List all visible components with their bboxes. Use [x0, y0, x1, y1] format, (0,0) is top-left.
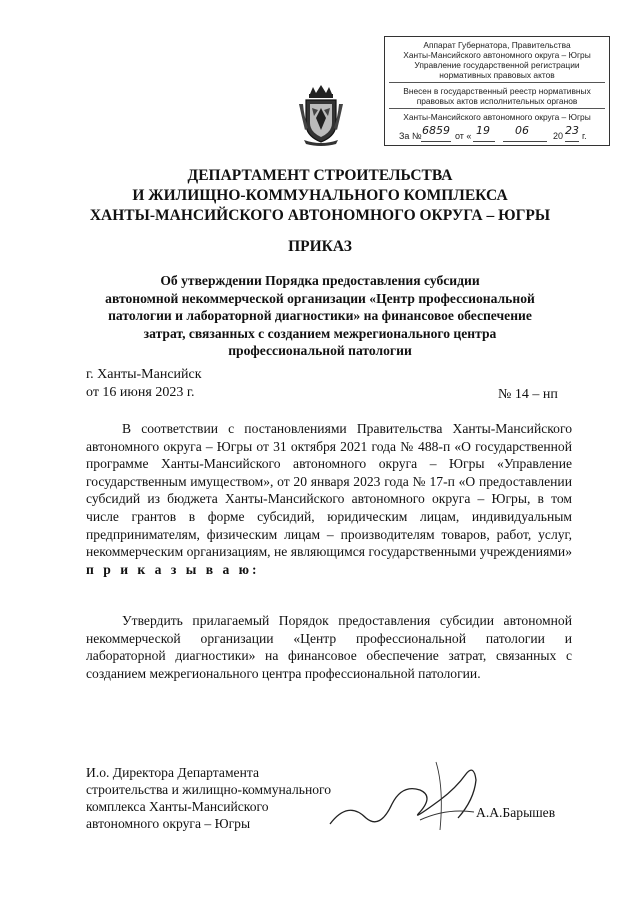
document-number: № 14 – нп — [498, 387, 558, 402]
department-heading — [0, 166, 640, 226]
stamp-year-label: г. — [582, 131, 587, 141]
stamp-month: 06 — [515, 124, 529, 137]
preamble-paragraph — [86, 420, 572, 578]
stamp-line: Внесен в государственный реестр нормативных — [403, 86, 591, 96]
document-place: г. Ханты-Мансийск — [86, 367, 202, 382]
stamp-line: Управление государственной регистрации — [414, 60, 580, 70]
subject-line: затрат, связанных с созданием межрегионального центра — [143, 325, 497, 341]
stamp-line: Ханты-Мансийского автономного округа – Югры — [403, 112, 591, 122]
coat-of-arms-icon — [296, 84, 346, 148]
preamble-text: В соответствии с постановлениями Правительства Ханты-Мансийского автономного округа – Югры от 31 октября 2021 года № 488-п «О государственной программе Ханты-Мансийского автономного округа – Югры «Управление государственным имуществом», от 20 января 2023 года № 17-п «О предоставлении субсидий из бюджета Ханты-Мансийского автономного округа – Югры, в том числе грантов в форме субсидий, юридическим лицам, индивидуальным предпринимателям, физическим лицам – производителям товаров, работ, услуг, некоммерческим организациям, не являющимся государственными учреждениями» — [86, 421, 572, 560]
decision-text: Утвердить прилагаемый Порядок предоставления субсидии автономной некоммерческой организации «Центр профессиональной патологии и лабораторной диагностики» на финансовое обеспечение затрат, связанных с созданием межрегионального центра профессиональной патологии. — [86, 613, 572, 681]
department-line: ХАНТЫ-МАНСИЙСКОГО АВТОНОМНОГО ОКРУГА – ЮГРЫ — [89, 207, 551, 224]
stamp-year-suffix: 23 — [565, 124, 579, 137]
stamp-number-label: За № — [399, 131, 422, 141]
registration-stamp — [384, 36, 610, 146]
signer-name: А.А.Барышев — [476, 805, 556, 820]
stamp-line: нормативных правовых актов — [439, 70, 555, 80]
document-date: от 16 июня 2023 г. — [86, 385, 195, 400]
handwritten-signature-icon — [270, 760, 510, 844]
stamp-day: 19 — [476, 124, 490, 137]
decision-paragraph — [86, 612, 572, 682]
order-word: п р и к а з ы в а ю: — [86, 561, 260, 577]
stamp-line: Ханты-Мансийского автономного округа – Югры — [403, 50, 591, 60]
document-type: ПРИКАЗ — [288, 238, 352, 255]
signature-title-line: строительства и жилищно-коммунального — [86, 782, 332, 797]
subject-line: автономной некоммерческой организации «Центр профессиональной — [105, 290, 535, 306]
stamp-line: правовых актов исполнительных органов — [416, 96, 578, 106]
signature-title-line: комплекса Ханты-Мансийского — [86, 799, 269, 814]
signature-title-line: И.о. Директора Департамента — [86, 765, 259, 780]
document-subject — [0, 272, 640, 360]
subject-line: патологии и лабораторной диагностики» на финансовое обеспечение — [108, 308, 532, 323]
stamp-from-label: от « — [455, 131, 472, 141]
subject-line: профессиональной патологии — [228, 343, 412, 358]
department-line: ДЕПАРТАМЕНТ СТРОИТЕЛЬСТВА — [187, 167, 453, 184]
signature-title-line: автономного округа – Югры — [86, 816, 251, 831]
stamp-reg-number: 6859 — [422, 124, 450, 137]
stamp-line: Аппарат Губернатора, Правительства — [423, 40, 571, 50]
department-line: И ЖИЛИЩНО-КОММУНАЛЬНОГО КОМПЛЕКСА — [132, 187, 508, 204]
subject-line: Об утверждении Порядка предоставления субсидии — [160, 273, 480, 288]
stamp-year-prefix: 20 — [553, 131, 564, 141]
